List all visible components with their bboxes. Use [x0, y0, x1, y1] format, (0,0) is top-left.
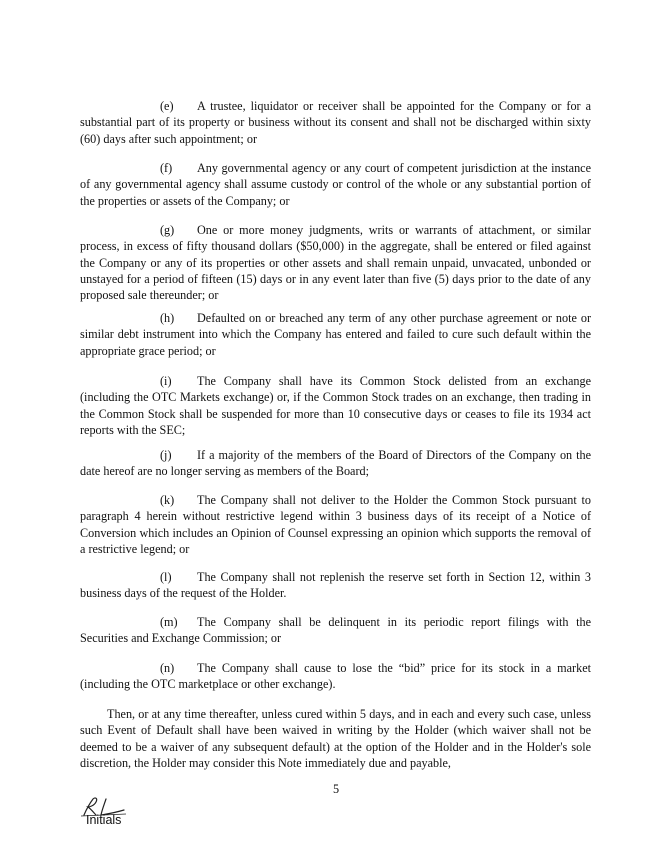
clause-text: Defaulted on or breached any term of any other purchase agreement or note or similar debt instrument into which the Company has entered and failed to cure such default within the appropriate grace period; or: [80, 311, 591, 358]
clause-k: [80, 492, 591, 557]
clause-text: The Company shall be delinquent in its periodic report filings with the Securities and Exchange Commission; or: [80, 615, 591, 646]
initials-label: Initials: [86, 813, 122, 827]
clause-text: Any governmental agency or any court of competent jurisdiction at the instance of any governmental agency shall assume custody or control of the whole or any substantial portion of the properties or assets of the Company; or: [80, 161, 591, 208]
clause-f: [80, 160, 591, 209]
clause-m: [80, 614, 591, 647]
clause-h: [80, 310, 591, 359]
clause-label: (j): [160, 448, 172, 462]
clause-text: If a majority of the members of the Board of Directors of the Company on the date hereof are no longer serving as members of the Board;: [80, 448, 591, 479]
clause-label: (k): [160, 493, 175, 507]
clause-e: [80, 98, 591, 147]
clause-l: [80, 569, 591, 602]
clause-label: (n): [160, 661, 175, 675]
clause-label: (i): [160, 374, 172, 388]
clause-text: The Company shall not deliver to the Holder the Common Stock pursuant to paragraph 4 herein without restrictive legend within 3 business days of its receipt of a Notice of Conversion which includes an Opinion of Counsel expressing an opinion which supports the removal of a restrictive legend; or: [80, 493, 591, 556]
clause-label: (h): [160, 311, 175, 325]
clause-text: The Company shall have its Common Stock delisted from an exchange (including the OTC Markets exchange) or, if the Common Stock trades on an exchange, then trading in the Common Stock shall be suspended for more than 10 consecutive days or ceases to file its 1934 act reports with the SEC;: [80, 374, 591, 437]
page-number: 5: [332, 782, 340, 796]
clause-label: (m): [160, 615, 178, 629]
clause-g: [80, 222, 591, 303]
clause-j: [80, 447, 591, 480]
closing-paragraph: [80, 706, 591, 771]
clause-label: (f): [160, 161, 173, 175]
clause-text: One or more money judgments, writs or warrants of attachment, or similar process, in excess of fifty thousand dollars ($50,000) in the aggregate, shall be entered or filed against the Company or any of its properties or other assets and shall remain unpaid, unvacated, unbonded or unstayed for a period of fifteen (15) days or in any event later than five (5) days prior to the date of any proposed sale thereunder; or: [80, 223, 591, 303]
clause-text: The Company shall not replenish the reserve set forth in Section 12, within 3 business days of the request of the Holder.: [80, 570, 591, 601]
clause-i: [80, 373, 591, 438]
clause-n: [80, 660, 591, 693]
clause-label: (l): [160, 570, 172, 584]
clause-label: (g): [160, 223, 175, 237]
closing-text: Then, or at any time thereafter, unless cured within 5 days, and in each and every such case, unless such Event of Default shall have been waived in writing by the Holder (which waiver shall not be deemed to be a waiver of any subsequent default) at the option of the Holder and in the Holder's sole discretion, the Holder may consider this Note immediately due and payable,: [80, 707, 591, 770]
clause-label: (e): [160, 99, 174, 113]
clause-text: The Company shall cause to lose the “bid” price for its stock in a market (including the OTC marketplace or other exchange).: [80, 661, 591, 692]
clause-text: A trustee, liquidator or receiver shall be appointed for the Company or for a substantial part of its property or business without its consent and shall not be discharged within sixty (60) days after such appointment; or: [80, 99, 591, 146]
